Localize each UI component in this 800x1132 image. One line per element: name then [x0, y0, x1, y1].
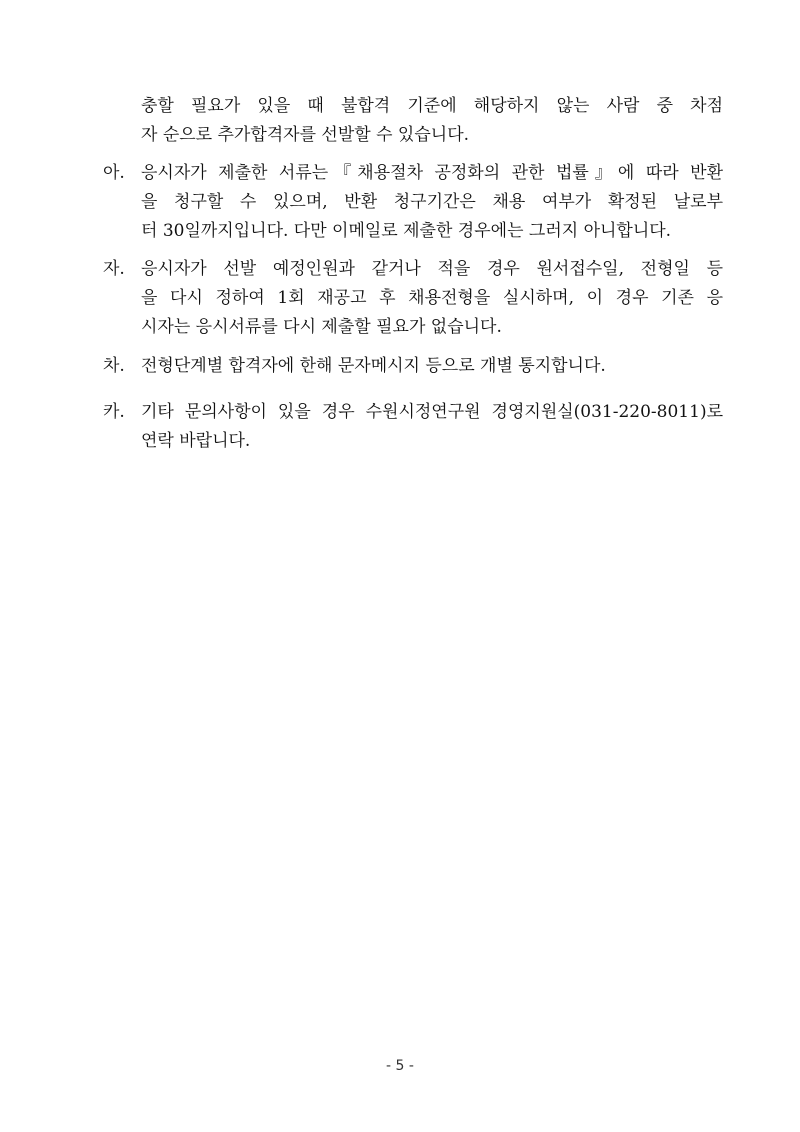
page-number: - 5 - [386, 1058, 414, 1074]
list-item-marker: 카. [103, 402, 125, 422]
paragraph-line: 응시자가 제출한 서류는『채용절차 공정화의 관한 법률』에 따라 반환 [141, 163, 723, 183]
paragraph-line: 을 다시 정하여 1회 재공고 후 채용전형을 실시하며, 이 경우 기존 응 [141, 288, 723, 308]
list-item-marker: 아. [103, 163, 125, 183]
paragraph-line: 을 청구할 수 있으며, 반환 청구기간은 채용 여부가 확정된 날로부 [141, 192, 723, 212]
list-item-ka [103, 398, 723, 456]
paragraph-line: 기타 문의사항이 있을 경우 수원시정연구원 경영지원실(031-220-8011)로 [141, 402, 723, 422]
paragraph-line: 전형단계별 합격자에 한해 문자메시지 등으로 개별 통지합니다. [141, 356, 606, 376]
continuation-paragraph [103, 92, 723, 150]
paragraph-line: 터 30일까지입니다. 다만 이메일로 제출한 경우에는 그러지 아니합니다. [141, 221, 672, 241]
list-item-marker: 자. [103, 259, 125, 279]
list-item-marker: 차. [103, 356, 125, 376]
list-item-ja [103, 255, 723, 342]
list-item-a [103, 159, 723, 246]
paragraph-line: 응시자가 선발 예정인원과 같거나 적을 경우 원서접수일, 전형일 등 [141, 259, 723, 279]
list-item-cha [103, 352, 723, 381]
paragraph-line: 자 순으로 추가합격자를 선발할 수 있습니다. [141, 125, 470, 145]
paragraph-line: 충할 필요가 있을 때 불합격 기준에 해당하지 않는 사람 중 차점 [141, 96, 723, 116]
paragraph-line: 시자는 응시서류를 다시 제출할 필요가 없습니다. [141, 317, 502, 337]
paragraph-line: 연락 바랍니다. [141, 431, 251, 451]
